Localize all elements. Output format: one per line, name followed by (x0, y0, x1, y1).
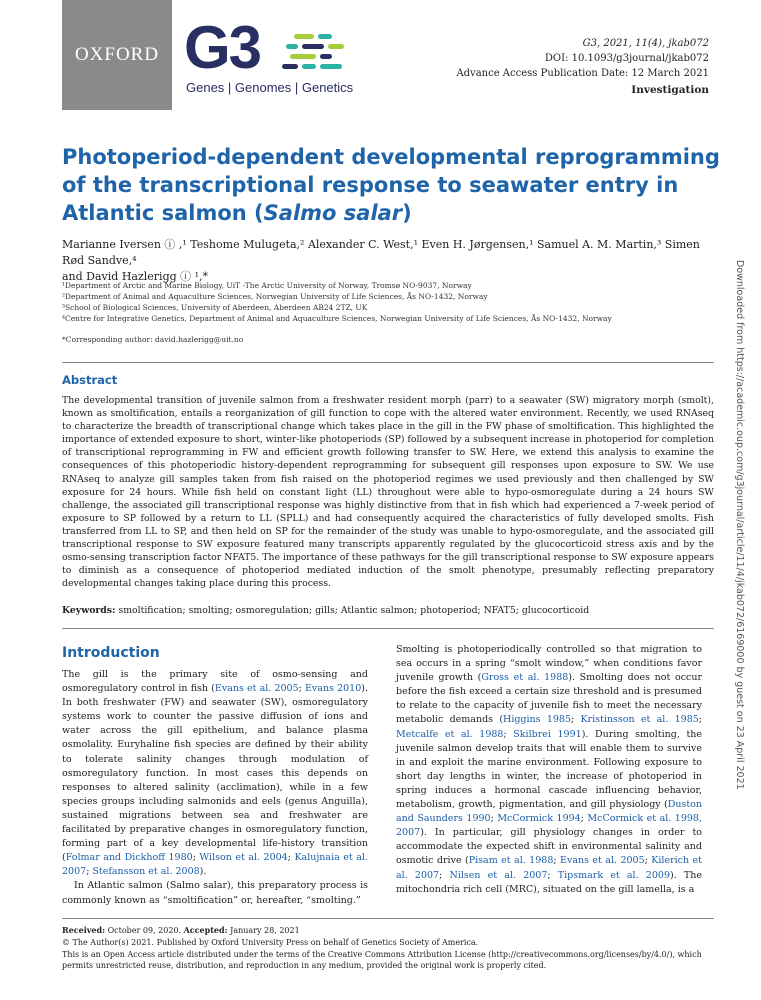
abstract-heading: Abstract (62, 373, 118, 387)
body-text: ). In particular, gill physiology changes in order to accommodate the expected shift in environmental salinity and osmotic drive ( (396, 827, 702, 867)
citation-link[interactable]: Kristinsson et al. 1985 (580, 714, 699, 726)
license: This is an Open Access article distributed under the terms of the Creative Commons Attribution License (http://creativecommons.org/licenses/by/4.0/), which permits unrestricted reuse, distribution, and reproduction in any medium, provided the original work is properly cited. (62, 950, 702, 970)
affiliation: ³School of Biological Sciences, University of Aberdeen, Aberdeen AB24 2TZ, UK (62, 303, 368, 312)
received-accepted: Received: October 09, 2020. Accepted: January 28, 2021 (62, 925, 300, 935)
body-text: ; (571, 714, 581, 726)
body-text: ). During smolting, the juvenile salmon develop traits that will enable them to survive in and exploit the marine environment. Following exposure to short day lengths in winter, the increase of photoperiod in spring induces a hormonal cascade influencing behavior, metabolism, growth, pigmentation, and gill physiology ( (396, 728, 702, 811)
oxford-logo: OXFORD (62, 0, 172, 110)
body-text: The gill is the primary site of osmo-sensing and osmoregulatory control in fish ( (62, 669, 368, 695)
authors-line-1: Marianne Iversen ⓘ ,¹ Teshome Mulugeta,² Alexander C. West,¹ Even H. Jørgensen,¹ Samuel A. M. Martin,³ Simen Rød Sandve,⁴ (62, 238, 700, 267)
citation-link[interactable]: Pisam et al. 1988 (468, 855, 554, 867)
citation-link[interactable]: Gross et al. 1988 (481, 672, 569, 684)
abstract-text: The developmental transition of juvenile salmon from a freshwater resident morph (parr) to a seawater (SW) migratory morph (smolt), known as smoltification, entails a reorganization of gill function to cope with the altered water environment. Recently, we used RNAseq to characterize the breadth of transcriptional change which takes place in the gill in the FW phase of smoltification. This highlighted the importance of extended exposure to short, winter-like photoperiods (SP) followed by a subsequent increase in photoperiod for completion of transcriptional reprogramming in FW and efficient growth following transfer to SW. Here, we extend this analysis to examine the consequences of this photoperiodic history-dependent reprogramming for subsequent gill responses upon exposure to SW. We use RNAseq to analyze gill samples taken from fish raised on the photoperiod regimes we used previously and then challenged by SW exposure for 24 hours. While fish held on constant light (LL) throughout were able to hypo-osmoregulate during a 24 hours SW challenge, the associated gill transcriptional response was highly distinctive from that in fish which had experienced a 7-week period of exposure to SP followed by a return to LL (SPLL) and had consequently acquired the characteristics of fully developed smolts. Fish transferred from LL to SP, and then held on SP for the remainder of the study was unable to hypo-osmoregulate, and the associated gill transcriptional response to SW exposure featured many transcripts apparently regulated by the glucocorticoid stress axis and by the osmo-sensing transcription factor NFAT5. The importance of these pathways for the gill transcriptional response to SW exposure appears to diminish as a consequence of photoperiod mediated induction of the smolt phenotype, presumably reflecting preparatory developmental changes taking place during this process. (62, 395, 714, 590)
author-list (62, 237, 722, 285)
copyright: © The Author(s) 2021. Published by Oxford University Press on behalf of Genetics Society of America. (62, 938, 479, 947)
citation-link[interactable]: Kalujnaia et al. 2007 (62, 852, 368, 878)
body-text: ; (192, 852, 200, 864)
divider (62, 918, 714, 919)
citation-link[interactable]: Nilsen et al. 2007 (449, 869, 548, 881)
article-type: Investigation (631, 84, 709, 96)
citation-link[interactable]: Duston and Saunders 1990 (396, 799, 702, 825)
citation-link[interactable]: Skilbrei 1991 (513, 728, 582, 740)
citation-link[interactable]: Folmar and Dickhoff 1980 (65, 852, 193, 864)
introduction-heading: Introduction (62, 645, 160, 661)
body-text: ; (580, 813, 588, 825)
intro-right-column (396, 643, 702, 897)
affiliation: ²Department of Animal and Aquaculture Sciences, Norwegian University of Life Sciences, Ås NO-1432, Norway (62, 292, 488, 301)
body-text: Smolting is photoperiodically controlled so that migration to sea occurs in a spring “smolt window,” when conditions favor juvenile growth ( (396, 644, 702, 684)
body-text: ; (644, 855, 652, 867)
body-text: ). The mitochondria rich cell (MRC), situated on the gill lamella, is a (396, 869, 702, 895)
g3-tagline: Genes | Genomes | Genetics (186, 80, 354, 95)
citation-link[interactable]: Stefansson et al. 2008 (92, 866, 200, 878)
intro-left-column (62, 668, 368, 908)
citation: G3, 2021, 11(4), jkab072 (582, 38, 709, 49)
body-text: ; (86, 866, 93, 878)
intro-paragraph: In Atlantic salmon (Salmo salar), this preparatory process is commonly known as “smoltification” or, hereafter, “smolting.” (62, 880, 368, 906)
g3-logo: G3 (184, 14, 261, 81)
affiliation: ¹Department of Arctic and Marine Biology, UiT -The Arctic University of Norway, Tromsø NO-9037, Norway (62, 281, 472, 290)
article-title: Photoperiod-dependent developmental reprogramming of the transcriptional response to seawater entry in Atlantic salmon (Salmo salar) (62, 145, 720, 225)
citation-link[interactable]: Evans et al. 2005 (214, 683, 299, 695)
body-text: ; (553, 855, 561, 867)
corresponding-author: *Corresponding author: david.hazlerigg@uit.no (62, 335, 244, 344)
intro-paragraph (396, 643, 702, 897)
citation-link[interactable]: Wilson et al. 2004 (199, 852, 288, 864)
download-note: Downloaded from https://academic.oup.com/g3journal/article/11/4/jkab072/6169000 by guest on 23 April 2021 (734, 260, 745, 790)
citation-link[interactable]: McCormick 1994 (497, 813, 581, 825)
body-text: ; (698, 714, 702, 726)
divider (62, 628, 714, 629)
body-text: ; (287, 852, 295, 864)
citation-link[interactable]: Kilerich et al. 2007 (396, 855, 702, 881)
divider (62, 362, 714, 363)
body-text: ; (298, 683, 305, 695)
doi-link[interactable]: DOI: 10.1093/g3journal/jkab072 (544, 53, 709, 64)
body-text: ). In both freshwater (FW) and seawater (SW), osmoregulatory systems work to counter the passive diffusion of ions and water across the gill epithelium, and balance plasma osmolality. Euryhaline fish species are defined by their ability to tolerate salinity changes through modulation of osmoregulatory function. In most cases this depends on responses to altered salinity (acclimation), while in a few species groups including salmonids and eels (genus Anguilla), sustained migrations between sea and freshwater are facilitated by preparative changes in osmoregulatory function, forming part of a key developmental life-history transition ( (62, 683, 368, 864)
keywords: Keywords: smoltification; smolting; osmoregulation; gills; Atlantic salmon; photoperiod; NFAT5; glucocorticoid (62, 605, 590, 616)
citation-link[interactable]: McCormick et al. 1998, 2007 (396, 813, 702, 839)
citation-link[interactable]: Higgins 1985 (503, 714, 572, 726)
citation-link[interactable]: Metcalfe et al. 1988 (396, 728, 504, 740)
body-text: ; (490, 813, 498, 825)
affiliation: ⁴Centre for Integrative Genetics, Department of Animal and Aquaculture Sciences, Norwegian University of Life Sciences, Ås NO-1432, Norway (62, 314, 612, 323)
intro-paragraph (62, 668, 368, 879)
citation-link[interactable]: Evans et al. 2005 (560, 855, 645, 867)
body-text: ; (547, 869, 558, 881)
authors-line-2: and David Hazlerigg ⓘ ¹,* (62, 270, 209, 283)
advance-access: Advance Access Publication Date: 12 March 2021 (456, 68, 709, 79)
body-text: ; (439, 869, 450, 881)
body-text: ; (503, 728, 514, 740)
citation-link[interactable]: Tipsmark et al. 2009 (557, 869, 670, 881)
g3-logo-bars (272, 32, 352, 80)
body-text: ). Smolting does not occur before the fish exceed a certain size threshold and is presumed to relate to the capacity of juvenile fish to meet the necessary metabolic demands ( (396, 672, 702, 726)
body-text: ). (199, 866, 207, 878)
citation-link[interactable]: Evans 2010 (304, 683, 362, 695)
